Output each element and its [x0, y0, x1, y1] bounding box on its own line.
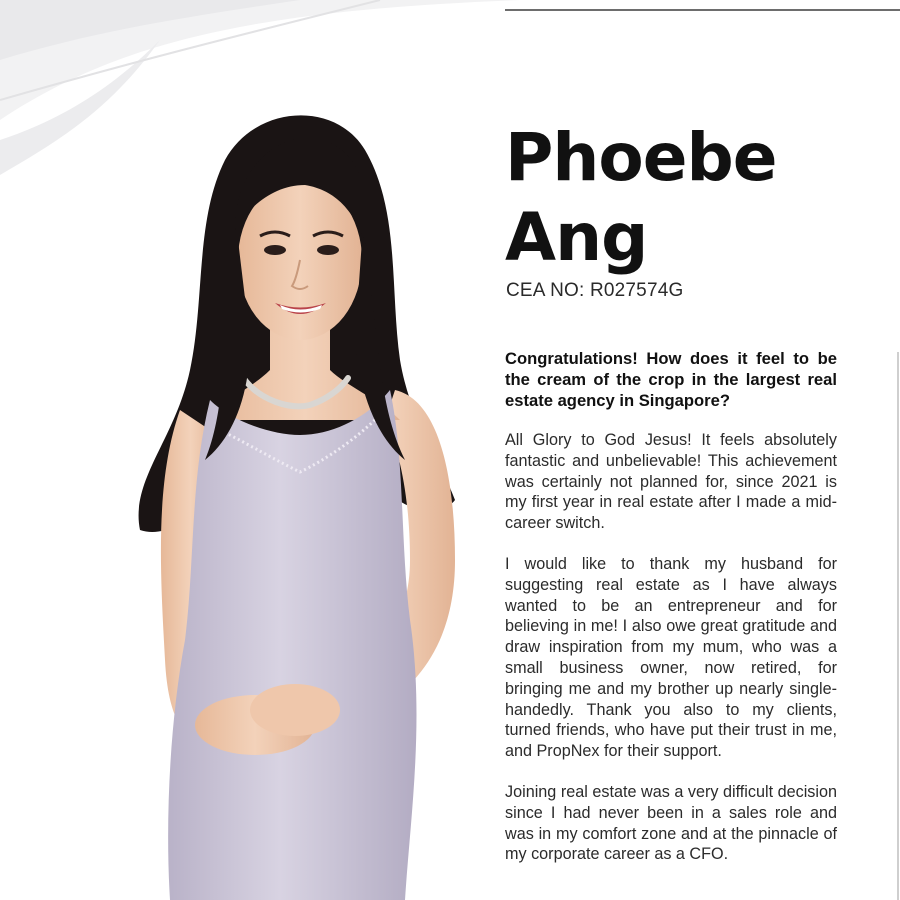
answer-paragraph: All Glory to God Jesus! It feels absolutely fantastic and unbelievable! This achievement was certainly not planned for, since 2021 is my first year in real estate after I made a mid-career switch. — [505, 431, 837, 533]
answer-paragraph: Joining real estate was a very difficult decision since I had never been in a sales role and was in my comfort zone and at the pinnacle of my corporate career as a CFO. — [505, 782, 837, 864]
cea-number: CEA NO: R027574G — [506, 280, 684, 301]
interview-question: Congratulations! How does it feel to be the cream of the crop in the largest real estate agency in Singapore? — [505, 349, 837, 410]
column-divider — [897, 352, 899, 900]
interview-article — [505, 348, 837, 885]
agent-first-name: Phoebe — [505, 119, 777, 196]
portrait-photo — [110, 100, 490, 900]
answer-paragraph: I would like to thank my husband for suggesting real estate as I have always wanted to be an entrepreneur and for believing in me! I also owe great gratitude and draw inspiration from my mum, who was a small business owner, now retired, for bringing me and my brother up nearly single-handedly. Thank you also to my clients, turned friends, who have put their trust in me, and PropNex for their support. — [505, 554, 837, 761]
top-divider — [505, 9, 900, 11]
agent-name — [505, 118, 776, 278]
agent-last-name: Ang — [505, 199, 648, 276]
